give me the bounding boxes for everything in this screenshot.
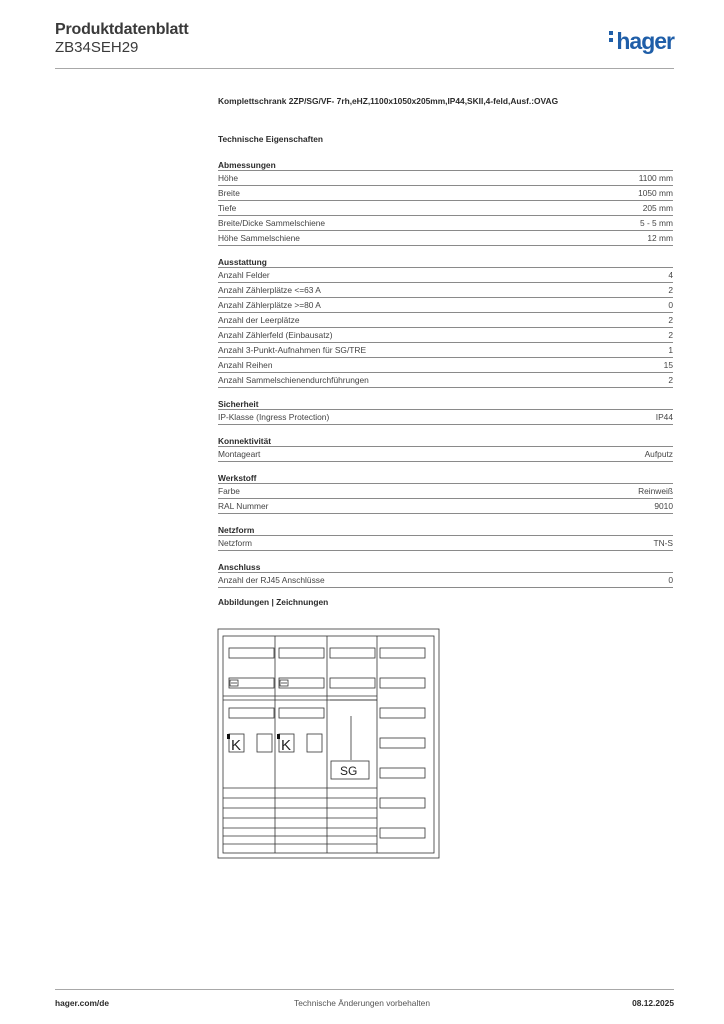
property-value: 12 mm: [647, 233, 673, 243]
property-section: [218, 255, 673, 388]
property-row: [218, 171, 673, 186]
property-section: [218, 471, 673, 514]
property-value: Aufputz: [644, 449, 673, 459]
property-row: [218, 373, 673, 388]
property-label: Anzahl Felder: [218, 270, 270, 280]
footer-divider: [55, 989, 674, 990]
property-label: Montageart: [218, 449, 261, 459]
din-rail-slot: [330, 678, 375, 688]
property-sections: [218, 158, 673, 588]
property-row: [218, 410, 673, 425]
property-label: RAL Nummer: [218, 501, 269, 511]
property-value: IP44: [655, 412, 673, 422]
property-label: Breite: [218, 188, 240, 198]
property-row: [218, 573, 673, 588]
section-title: Abmessungen: [218, 158, 673, 171]
section-title: Netzform: [218, 523, 673, 536]
property-value: 205 mm: [642, 203, 673, 213]
product-code: ZB34SEH29: [55, 39, 139, 56]
property-row: [218, 499, 673, 514]
property-row: [218, 201, 673, 216]
property-label: Farbe: [218, 486, 240, 496]
datasheet-content: [218, 96, 673, 615]
property-label: Anzahl Sammelschienendurchführungen: [218, 375, 369, 385]
property-label: IP-Klasse (Ingress Protection): [218, 412, 330, 422]
din-rail-slot: [380, 738, 425, 748]
property-label: Anzahl Zählerfeld (Einbausatz): [218, 330, 333, 340]
property-value: 15: [663, 360, 673, 370]
property-row: [218, 484, 673, 499]
property-value: 4: [668, 270, 673, 280]
section-title: Sicherheit: [218, 397, 673, 410]
cabinet-inner-frame: [223, 636, 434, 853]
property-value: 2: [668, 375, 673, 385]
property-row: [218, 186, 673, 201]
din-rail-slot: [229, 648, 274, 658]
property-label: Anzahl Reihen: [218, 360, 273, 370]
property-row: [218, 231, 673, 246]
logo-text: hager: [616, 28, 674, 54]
section-title: Anschluss: [218, 560, 673, 573]
property-section: [218, 158, 673, 246]
property-value: 1: [668, 345, 673, 355]
property-section: [218, 523, 673, 551]
property-label: Anzahl 3-Punkt-Aufnahmen für SG/TRE: [218, 345, 367, 355]
k-marker-icon: [277, 734, 280, 739]
property-label: Anzahl der RJ45 Anschlüsse: [218, 575, 325, 585]
k-label-1: K: [231, 737, 242, 754]
property-value: TN-S: [653, 538, 673, 548]
cabinet-drawing: [217, 628, 440, 859]
section-title: Ausstattung: [218, 255, 673, 268]
meter-box: [257, 734, 272, 752]
property-label: Anzahl Zählerplätze <=63 A: [218, 285, 321, 295]
figures-heading: Abbildungen | Zeichnungen: [218, 597, 329, 607]
meter-box: [307, 734, 322, 752]
property-row: [218, 536, 673, 551]
section-title: Werkstoff: [218, 471, 673, 484]
k-marker-icon: [227, 734, 230, 739]
property-row: [218, 343, 673, 358]
property-value: 2: [668, 315, 673, 325]
property-value: 5 - 5 mm: [639, 218, 673, 228]
din-rail-slot: [380, 798, 425, 808]
property-row: [218, 313, 673, 328]
din-rail-slot: [229, 708, 274, 718]
section-title: Konnektivität: [218, 434, 673, 447]
din-rail-slot: [380, 678, 425, 688]
cabinet-outer-frame: [218, 629, 439, 858]
din-rail-slot: [380, 768, 425, 778]
property-row: [218, 328, 673, 343]
technical-properties-heading: Technische Eigenschaften: [218, 134, 324, 144]
property-label: Tiefe: [218, 203, 237, 213]
property-row: [218, 358, 673, 373]
din-rail-slot: [380, 648, 425, 658]
property-value: 2: [668, 330, 673, 340]
k-label-2: K: [281, 737, 292, 754]
property-row: [218, 283, 673, 298]
property-value: 9010: [654, 501, 673, 511]
property-row: [218, 268, 673, 283]
property-label: Anzahl Zählerplätze >=80 A: [218, 300, 321, 310]
din-rail-slot: [330, 648, 375, 658]
din-rail-slot: [279, 708, 324, 718]
property-section: [218, 560, 673, 588]
property-label: Höhe: [218, 173, 239, 183]
logo-dots-icon: [609, 31, 614, 45]
din-rail-slot: [380, 828, 425, 838]
property-value: 0: [668, 300, 673, 310]
page-title: Produktdatenblatt: [55, 21, 189, 38]
din-rail-slot: [279, 648, 324, 658]
footer-website: hager.com/de: [55, 998, 109, 1008]
product-description: Komplettschrank 2ZP/SG/VF- 7rh,eHZ,1100x1050x205mm,IP44,SKII,4-feld,Ausf.:OVAG: [218, 96, 559, 106]
property-section: [218, 434, 673, 462]
property-label: Netzform: [218, 538, 252, 548]
property-value: 1100 mm: [638, 173, 673, 183]
property-row: [218, 216, 673, 231]
property-label: Anzahl der Leerplätze: [218, 315, 300, 325]
property-section: [218, 397, 673, 425]
hager-logo: [609, 28, 674, 55]
property-row: [218, 298, 673, 313]
property-value: 1050 mm: [638, 188, 673, 198]
property-label: Höhe Sammelschiene: [218, 233, 300, 243]
property-row: [218, 447, 673, 462]
header-divider: [55, 68, 674, 69]
footer-note: Technische Änderungen vorbehalten: [294, 998, 430, 1008]
footer-date: 08.12.2025: [632, 998, 674, 1008]
property-value: 2: [668, 285, 673, 295]
property-label: Breite/Dicke Sammelschiene: [218, 218, 326, 228]
din-rail-slot: [380, 708, 425, 718]
property-value: Reinweiß: [638, 486, 673, 496]
sg-label: SG: [340, 764, 358, 778]
property-value: 0: [668, 575, 673, 585]
